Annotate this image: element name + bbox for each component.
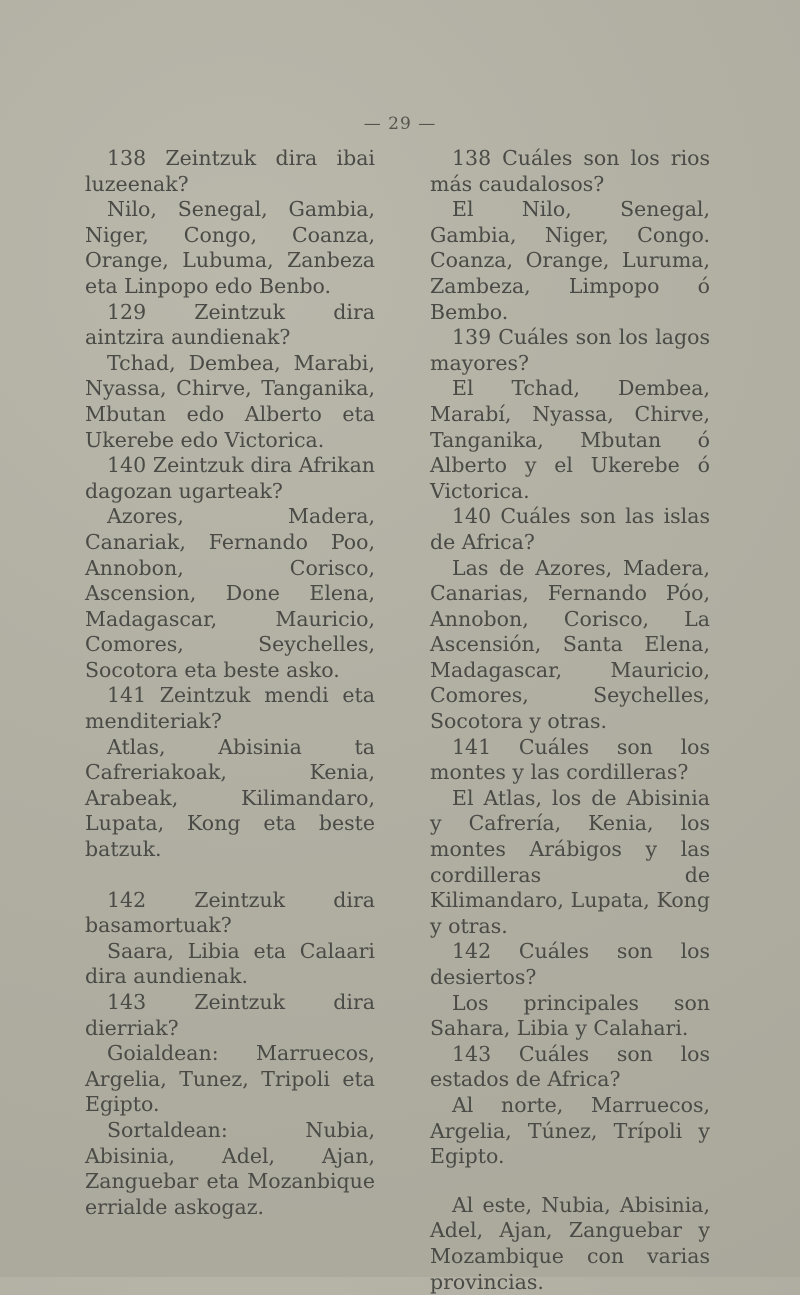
answer-paragraph: Saara, Libia eta Calaari dira aundienak. xyxy=(85,938,375,989)
answer-paragraph: Las de Azores, Madera, Canarias, Fernando Póo, Annobon, Corisco, La Ascensión, Santa Elena, Madagascar, Mauricio, Comores, Seychelles, Socotora y otras. xyxy=(430,555,710,734)
answer-paragraph: El Nilo, Senegal, Gambia, Niger, Congo. Coanza, Orange, Luruma, Zambeza, Limpopo ó Bembo. xyxy=(430,197,710,324)
question-paragraph: 141 Zeintzuk mendi eta menditeriak? xyxy=(85,683,375,734)
question-paragraph: 142 Zeintzuk dira basamortuak? xyxy=(85,887,375,938)
answer-paragraph: Atlas, Abisinia ta Cafreriakoak, Kenia, Arabeak, Kilimandaro, Lupata, Kong eta beste batzuk. xyxy=(85,734,375,862)
answer-paragraph: Sortaldean: Nubia, Abisinia, Adel, Ajan, Zanguebar eta Mozanbique errialde askogaz. xyxy=(85,1117,375,1219)
question-paragraph: 142 Cuáles son los desiertos? xyxy=(430,939,710,989)
question-paragraph: 138 Cuáles son los rios más caudalosos? xyxy=(430,146,710,196)
answer-paragraph: Los principales son Sahara, Libia y Calahari. xyxy=(430,990,710,1041)
question-paragraph: 143 Zeintzuk dira dierriak? xyxy=(85,990,375,1040)
question-paragraph: 139 Cuáles son los lagos mayores? xyxy=(430,325,710,375)
spanish-column xyxy=(430,146,710,1295)
question-paragraph: 138 Zeintzuk dira ibai luzeenak? xyxy=(85,146,375,196)
answer-paragraph: Goialdean: Marruecos, Argelia, Tunez, Tripoli eta Egipto. xyxy=(85,1041,375,1117)
answer-paragraph: El Tchad, Dembea, Marabí, Nyassa, Chirve, Tanganika, Mbutan ó Alberto y el Ukerebe ó Victorica. xyxy=(430,376,710,503)
question-paragraph: 141 Cuáles son los montes y las cordilleras? xyxy=(430,734,710,785)
answer-paragraph: Nilo, Senegal, Gambia, Niger, Congo, Coanza, Orange, Lubuma, Zanbeza eta Linpopo edo Benbo. xyxy=(85,197,375,298)
page-number: — 29 — xyxy=(363,114,437,134)
basque-column xyxy=(85,146,375,1220)
answer-paragraph: Al este, Nubia, Abisinia, Adel, Ajan, Zanguebar y Mozambique con varias provincias. xyxy=(430,1192,710,1294)
answer-paragraph: Al norte, Marruecos, Argelia, Túnez, Trípoli y Egipto. xyxy=(430,1092,710,1169)
answer-paragraph: Azores, Madera, Canariak, Fernando Poo, Annobon, Corisco, Ascension, Done Elena, Madagascar, Mauricio, Comores, Seychelles, Socotora eta beste asko. xyxy=(85,504,375,682)
answer-paragraph: El Atlas, los de Abisinia y Cafrería, Kenia, los montes Arábigos y las cordilleras de Kilimandaro, Lupata, Kong y otras. xyxy=(430,785,710,938)
question-paragraph: 143 Cuáles son los estados de Africa? xyxy=(430,1041,710,1092)
answer-paragraph: Tchad, Dembea, Marabi, Nyassa, Chirve, Tanganika, Mbutan edo Alberto eta Ukerebe edo Victorica. xyxy=(85,350,375,452)
question-paragraph: 140 Cuáles son las islas de Africa? xyxy=(430,504,710,554)
question-paragraph: 140 Zeintzuk dira Afrikan dagozan ugarteak? xyxy=(85,453,375,503)
question-paragraph: 129 Zeintzuk dira aintzira aundienak? xyxy=(85,299,375,350)
